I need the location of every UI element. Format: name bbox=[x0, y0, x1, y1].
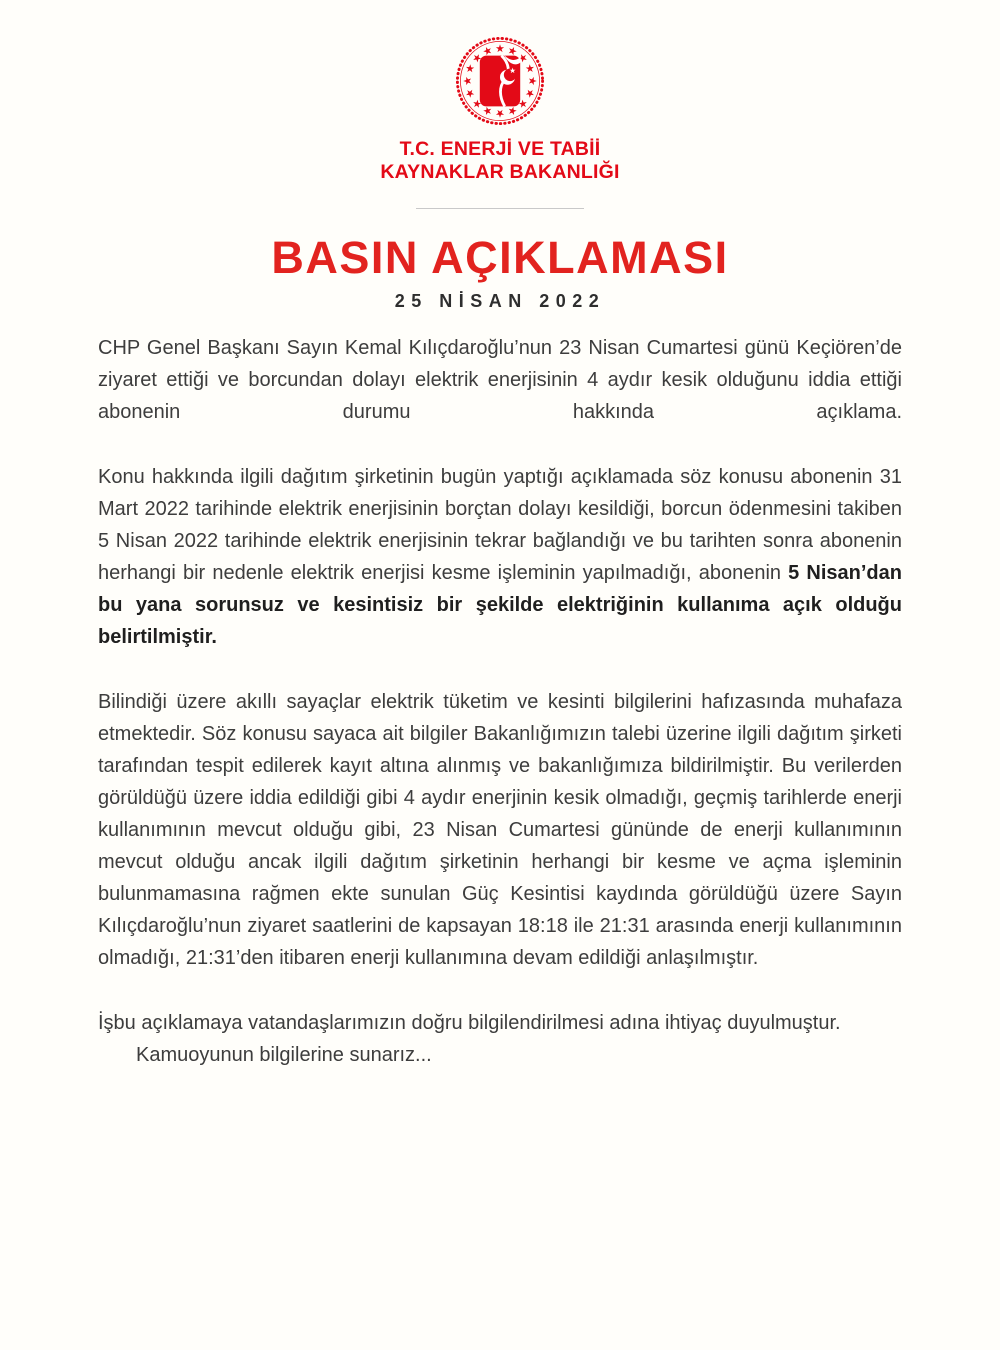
release-date: 25 NİSAN 2022 bbox=[394, 291, 606, 312]
paragraph-meter-records: Bilindiği üzere akıllı sayaçlar elektrik tüketim ve kesinti bilgilerini hafızasında muhafaza etmektedir. Söz konusu sayaca ait bilgiler Bakanlığımızın talebi üzerine ilgili dağıtım şirketi tarafından tespit edilerek kayıt altına alınmış ve bakanlığımıza bildirilmiştir. Bu verilerden görüldüğü üzere iddia edildiği gibi 4 aydır enerjinin kesik olmadığı, geçmiş tarihlerde enerji kullanımının mevcut olduğu gibi, 23 Nisan Cumartesi gününde de enerji kullanımının mevcut olduğu ancak ilgili dağıtım şirketinin herhangi bir kesme ve açma işleminin bulunmamasına rağmen ekte sunulan Güç Kesintisi kaydında görüldüğü üzere Sayın Kılıçdaroğlu’nun ziyaret saatlerini de kapsayan 18:18 ile 21:31 arasında enerji kullanımının olmadığı, 21:31’den itibaren enerji kullanımına devam edildiği anlaşılmıştır. bbox=[98, 691, 902, 970]
ministry-name bbox=[0, 138, 1000, 185]
paragraph-company-statement bbox=[98, 461, 902, 653]
ministry-name-line2: KAYNAKLAR BAKANLIĞI bbox=[380, 161, 620, 184]
press-release-text bbox=[98, 332, 902, 1071]
page-title: BASIN AÇIKLAMASI bbox=[271, 231, 729, 283]
header-divider bbox=[416, 208, 584, 209]
paragraph-purpose: İşbu açıklamaya vatandaşlarımızın doğru bilgilendirilmesi adına ihtiyaç duyulmuştur. bbox=[98, 1012, 841, 1035]
ministry-emblem-icon bbox=[453, 34, 547, 128]
ministry-name-line1: T.C. ENERJİ VE TABİİ bbox=[399, 138, 601, 160]
press-release-body bbox=[0, 233, 1000, 1072]
closing-line: Kamuoyunun bilgilerine sunarız... bbox=[136, 1044, 432, 1067]
paragraph-intro: CHP Genel Başkanı Sayın Kemal Kılıçdaroğlu’nun 23 Nisan Cumartesi günü Keçiören’de ziyaret ettiği ve borcundan dolayı elektrik enerjisinin 4 aydır kesik olduğunu iddia ettiği abonenin durumu hakkında açıklama. bbox=[98, 337, 902, 424]
crescent-star-icon bbox=[480, 55, 521, 107]
paragraph2-bold-text: 5 Nisan’dan bu yana sorunsuz ve kesintisiz bir şekilde elektriğinin kullanıma açık olduğu belirtilmiştir. bbox=[98, 562, 902, 649]
paragraph2-normal-text: Konu hakkında ilgili dağıtım şirketinin bugün yaptığı açıklamada söz konusu abonenin 31 Mart 2022 tarihinde elektrik enerjisinin borçtan dolayı kesildiği, borcun ödenmesini takiben 5 Nisan 2022 tarihinde elektrik enerjisinin tekrar bağlandığı ve bu tarihten sonra abonenin herhangi bir nedenle elektrik enerjisi kesme işleminin yapılmadığı, abonenin bbox=[98, 466, 902, 585]
header bbox=[0, 0, 1000, 209]
